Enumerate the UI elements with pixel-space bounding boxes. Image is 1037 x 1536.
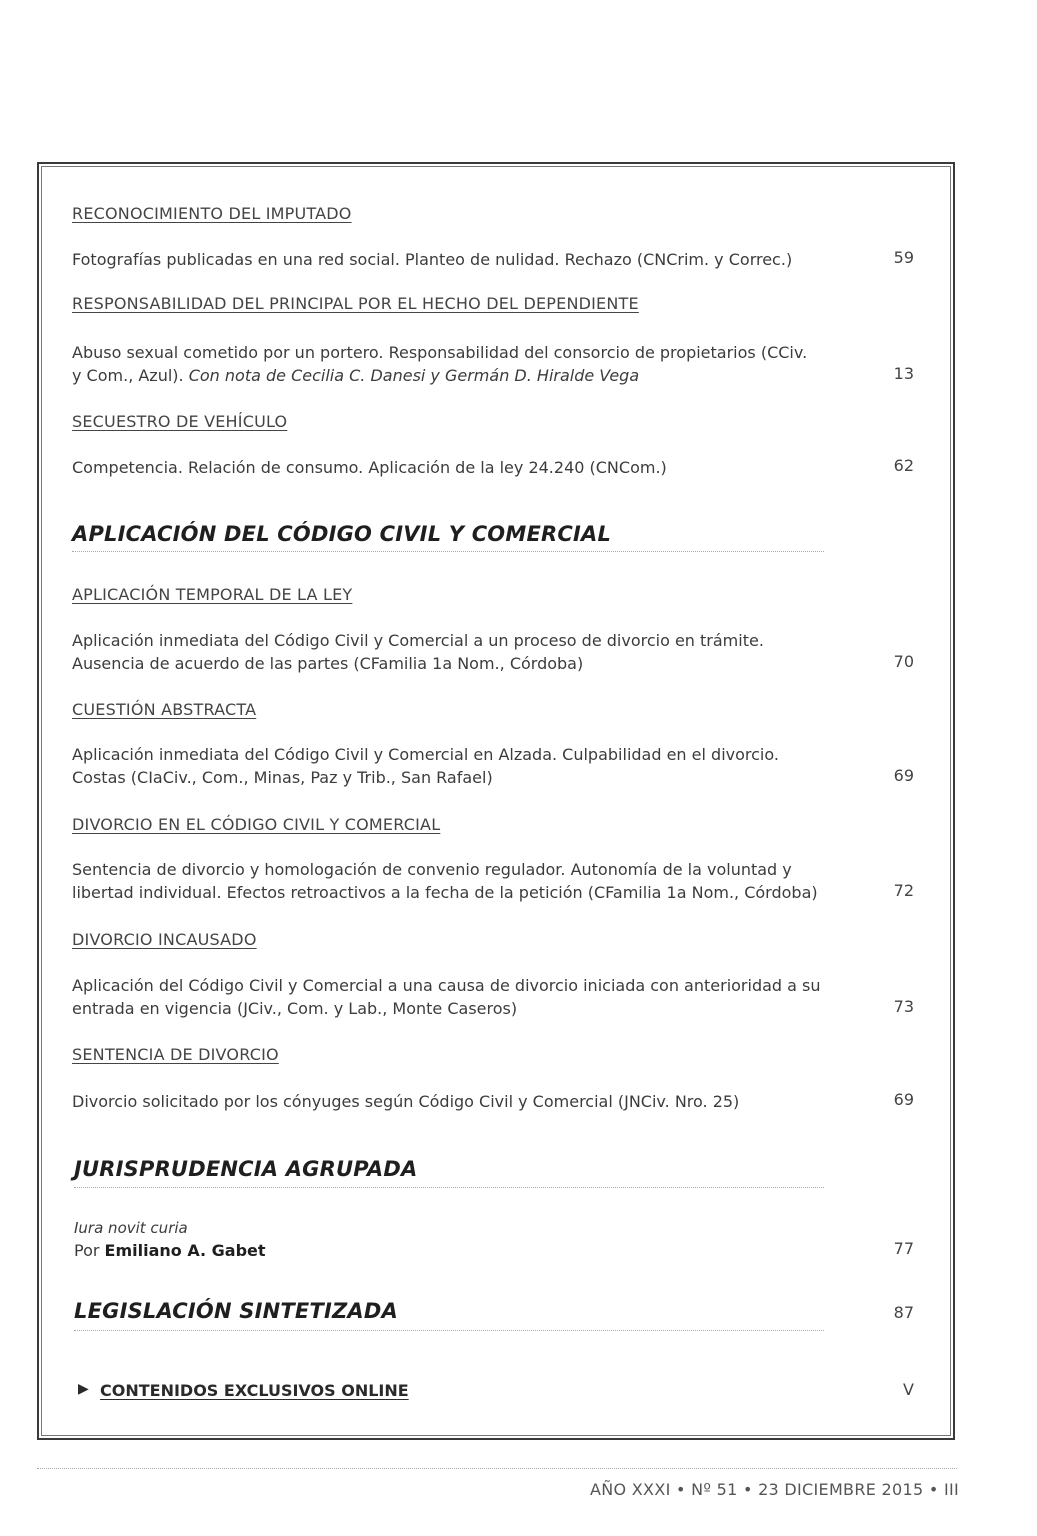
play-arrow-icon: ▶ xyxy=(78,1381,89,1397)
page-incausado: 73 xyxy=(893,997,914,1016)
heading-responsabilidad[interactable]: RESPONSABILIDAD DEL PRINCIPAL POR EL HECHO DEL DEPENDIENTE xyxy=(72,294,639,313)
section-divider-jurisprudencia xyxy=(74,1187,824,1188)
section-divider-legislacion xyxy=(74,1330,824,1331)
footer-issue-info: AÑO XXXI • Nº 51 • 23 DICIEMBRE 2015 • III xyxy=(590,1480,960,1499)
heading-divorcio-codigo[interactable]: DIVORCIO EN EL CÓDIGO CIVIL Y COMERCIAL xyxy=(72,815,441,834)
page-temporal: 70 xyxy=(893,652,914,671)
page-cuestion: 69 xyxy=(893,766,914,785)
author-name: Emiliano A. Gabet xyxy=(104,1241,266,1260)
jurisprudencia-byline xyxy=(74,1239,266,1262)
section-title-aplicacion: APLICACIÓN DEL CÓDIGO CIVIL Y COMERCIAL xyxy=(72,522,612,546)
entry-responsabilidad-line2 xyxy=(72,364,872,387)
entry-incausado[interactable]: Aplicación del Código Civil y Comercial a una causa de divorcio iniciada con anterioridad a su entrada en vigencia (JCiv., Com. y Lab., Monte Caseros) xyxy=(72,976,821,1018)
page-secuestro: 62 xyxy=(893,456,914,475)
page-divorcio-codigo: 72 xyxy=(893,881,914,900)
heading-temporal[interactable]: APLICACIÓN TEMPORAL DE LA LEY xyxy=(72,585,353,604)
page-legislacion: 87 xyxy=(893,1303,914,1322)
heading-secuestro[interactable]: SECUESTRO DE VEHÍCULO xyxy=(72,412,288,431)
heading-sentencia[interactable]: SENTENCIA DE DIVORCIO xyxy=(72,1045,279,1064)
entry-temporal[interactable]: Aplicación inmediata del Código Civil y Comercial a un proceso de divorcio en trámite. Ausencia de acuerdo de las partes (CFamilia 1a Nom., Córdoba) xyxy=(72,631,764,673)
heading-cuestion[interactable]: CUESTIÓN ABSTRACTA xyxy=(72,700,257,719)
footer-divider xyxy=(37,1468,957,1469)
entry-secuestro[interactable]: Competencia. Relación de consumo. Aplicación de la ley 24.240 (CNCom.) xyxy=(72,458,667,477)
section-title-jurisprudencia: JURISPRUDENCIA AGRUPADA xyxy=(74,1157,418,1181)
entry-sentencia[interactable]: Divorcio solicitado por los cónyuges según Código Civil y Comercial (JNCiv. Nro. 25) xyxy=(72,1092,740,1111)
online-contents-link[interactable]: CONTENIDOS EXCLUSIVOS ONLINE xyxy=(100,1381,409,1400)
entry-cuestion[interactable]: Aplicación inmediata del Código Civil y Comercial en Alzada. Culpabilidad en el divorcio. Costas (CIaCiv., Com., Minas, Paz y Trib., San Rafael) xyxy=(72,745,779,787)
jurisprudencia-title[interactable]: Iura novit curia xyxy=(74,1219,188,1237)
page-jurisprudencia: 77 xyxy=(893,1239,914,1258)
heading-reconocimiento[interactable]: RECONOCIMIENTO DEL IMPUTADO xyxy=(72,204,352,223)
section-title-legislacion[interactable]: LEGISLACIÓN SINTETIZADA xyxy=(74,1299,398,1323)
page-reconocimiento: 59 xyxy=(893,248,914,267)
entry-responsabilidad-line2-plain: y Com., Azul). xyxy=(72,366,189,385)
entry-responsabilidad-line1: Abuso sexual cometido por un portero. Responsabilidad del consorcio de propietarios (CCiv. xyxy=(72,343,808,362)
page-sentencia: 69 xyxy=(893,1090,914,1109)
byline-prefix: Por xyxy=(74,1241,105,1260)
entry-divorcio-codigo[interactable]: Sentencia de divorcio y homologación de convenio regulador. Autonomía de la voluntad y libertad individual. Efectos retroactivos a la fecha de la petición (CFamilia 1a Nom., Córdoba) xyxy=(72,860,818,902)
entry-reconocimiento[interactable]: Fotografías publicadas en una red social. Planteo de nulidad. Rechazo (CNCrim. y Correc.) xyxy=(72,250,793,269)
section-divider-aplicacion xyxy=(72,551,824,552)
page-responsabilidad: 13 xyxy=(893,364,914,383)
heading-incausado[interactable]: DIVORCIO INCAUSADO xyxy=(72,930,257,949)
entry-responsabilidad-note: Con nota de Cecilia C. Danesi y Germán D. Hiralde Vega xyxy=(188,366,640,385)
page-online: V xyxy=(903,1380,914,1399)
entry-responsabilidad[interactable] xyxy=(72,341,872,387)
